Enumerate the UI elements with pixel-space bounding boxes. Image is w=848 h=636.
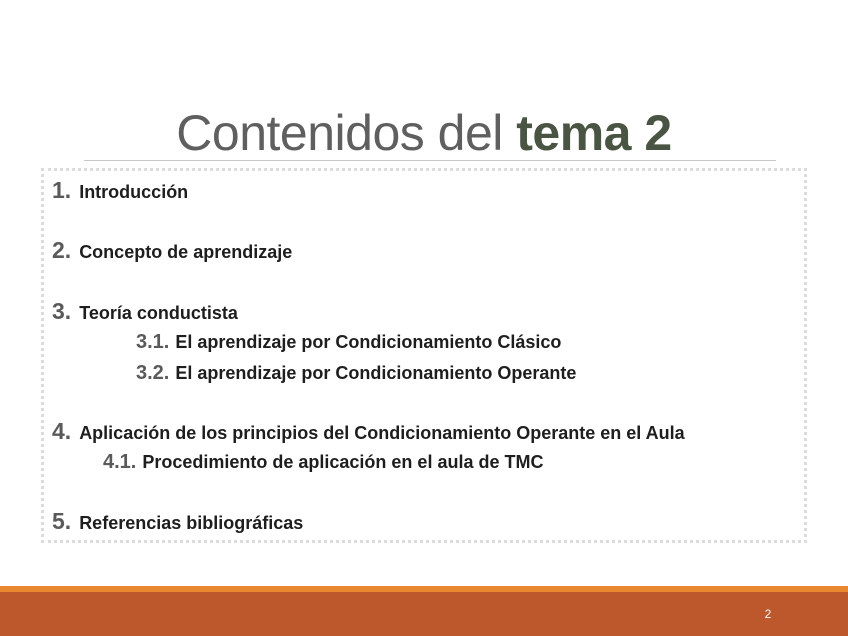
list-item-text: El aprendizaje por Condicionamiento Clásico — [175, 332, 562, 352]
list-item-number: 4. — [52, 418, 72, 444]
slide-title-bold: tema 2 — [516, 105, 672, 161]
list-item — [52, 178, 188, 204]
list-item-number: 4.1. — [103, 451, 137, 473]
list-item-text: Referencias bibliográficas — [79, 513, 304, 533]
list-item-number: 3.1. — [136, 331, 170, 353]
list-item — [52, 238, 292, 264]
slide-title — [0, 100, 848, 166]
list-subitem — [103, 450, 543, 474]
list-item-text: Procedimiento de aplicación en el aula de TMC — [142, 452, 544, 472]
list-subitem — [136, 330, 561, 354]
footer-bar — [0, 592, 848, 636]
content-placeholder — [41, 168, 807, 543]
list-item-text: Aplicación de los principios del Condicionamiento Operante en el Aula — [79, 423, 685, 443]
list-item — [52, 419, 685, 445]
list-item-number: 5. — [52, 508, 72, 534]
list-item — [52, 299, 238, 325]
list-item-text: Introducción — [79, 182, 189, 202]
title-divider — [84, 160, 776, 161]
list-item-number: 3.2. — [136, 362, 170, 384]
slide-title-regular: Contenidos del — [176, 105, 517, 161]
list-item-number: 3. — [52, 298, 72, 324]
list-item-number: 1. — [52, 177, 72, 203]
page-number: 2 — [764, 607, 772, 621]
list-subitem — [136, 361, 576, 385]
list-item-text: El aprendizaje por Condicionamiento Operante — [175, 363, 577, 383]
list-item-text: Teoría conductista — [79, 303, 238, 323]
list-item-text: Concepto de aprendizaje — [79, 242, 293, 262]
list-item — [52, 509, 303, 535]
list-item-number: 2. — [52, 237, 72, 263]
